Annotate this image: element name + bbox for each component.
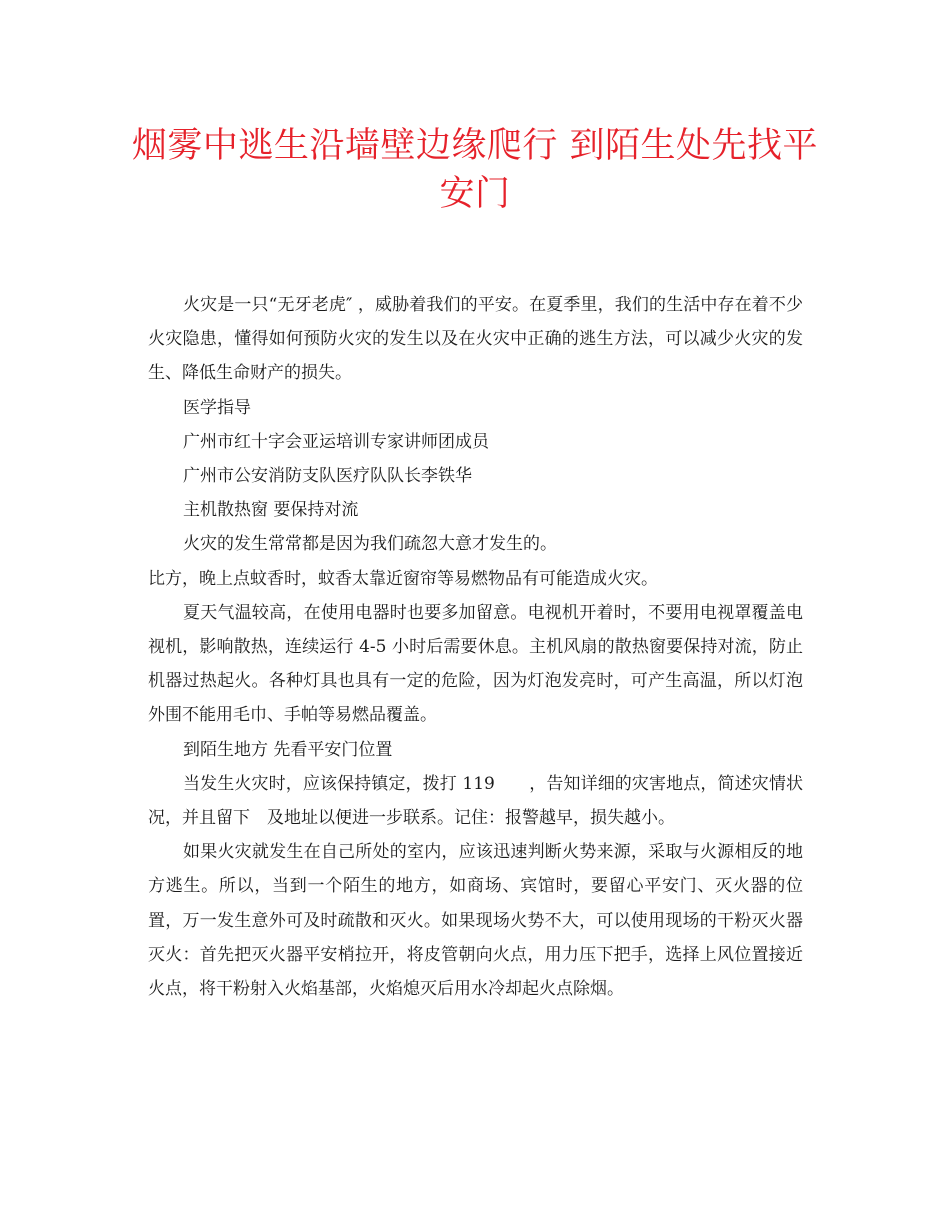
paragraph-mosquito-coil: 比方，晚上点蚊香时，蚊香太靠近窗帘等易燃物品有可能造成火灾。 <box>148 568 658 589</box>
paragraph-medical-guidance: 医学指导 <box>183 397 251 418</box>
paragraph-expert-1: 广州市红十字会亚运培训专家讲师团成员 <box>183 431 489 452</box>
paragraph-expert-2: 广州市公安消防支队医疗队队长李铁华 <box>183 466 472 487</box>
paragraph-call-119: 当发生火灾时，应该保持镇定，拨打 119 ，告知详细的灾害地点，简述灾情状况，并且留下 及地址以便进一步联系。记住：报警越早，损失越小。 <box>148 773 803 829</box>
section-heading-exits: 到陌生地方 先看平安门位置 <box>183 739 393 760</box>
paragraph-escape-extinguish: 如果火灾就发生在自己所处的室内，应该迅速判断火势来源，采取与火源相反的地方逃生。所以，当到一个陌生的地方，如商场、宾馆时，要留心平安门、灭火器的位置，万一发生意外可及时疏散和灭火。如果现场火势不大，可以使用现场的干粉灭火器灭火：首先把灭火器平安梢拉开，将皮管朝向火点，用力压下把手，选择上风位置接近火点，将干粉射入火焰基部，火焰熄灭后用水冷却起火点除烟。 <box>148 842 803 1000</box>
document-title: 烟雾中逃生沿墙壁边缘爬行 到陌生处先找平安门 <box>131 126 819 214</box>
paragraph-appliances: 夏天气温较高，在使用电器时也要多加留意。电视机开着时，不要用电视罩覆盖电视机，影响散热，连续运行 4-5 小时后需要休息。主机风扇的散热窗要保持对流，防止机器过热起火。各种灯具也具有一定的危险，因为灯泡发亮时，可产生高温，所以灯泡外围不能用毛巾、手帕等易燃品覆盖。 <box>148 602 803 726</box>
section-heading-cooling: 主机散热窗 要保持对流 <box>183 500 359 521</box>
paragraph-intro: 火灾是一只“无牙老虎″ ，威胁着我们的平安。在夏季里，我们的生活中存在着不少火灾隐患，懂得如何预防火灾的发生以及在火灾中正确的逃生方法，可以减少火灾的发生、降低生命财产的损失。 <box>148 295 803 384</box>
document-body <box>148 288 803 1006</box>
paragraph-carelessness: 火灾的发生常常都是因为我们疏忽大意才发生的。 <box>183 534 557 555</box>
